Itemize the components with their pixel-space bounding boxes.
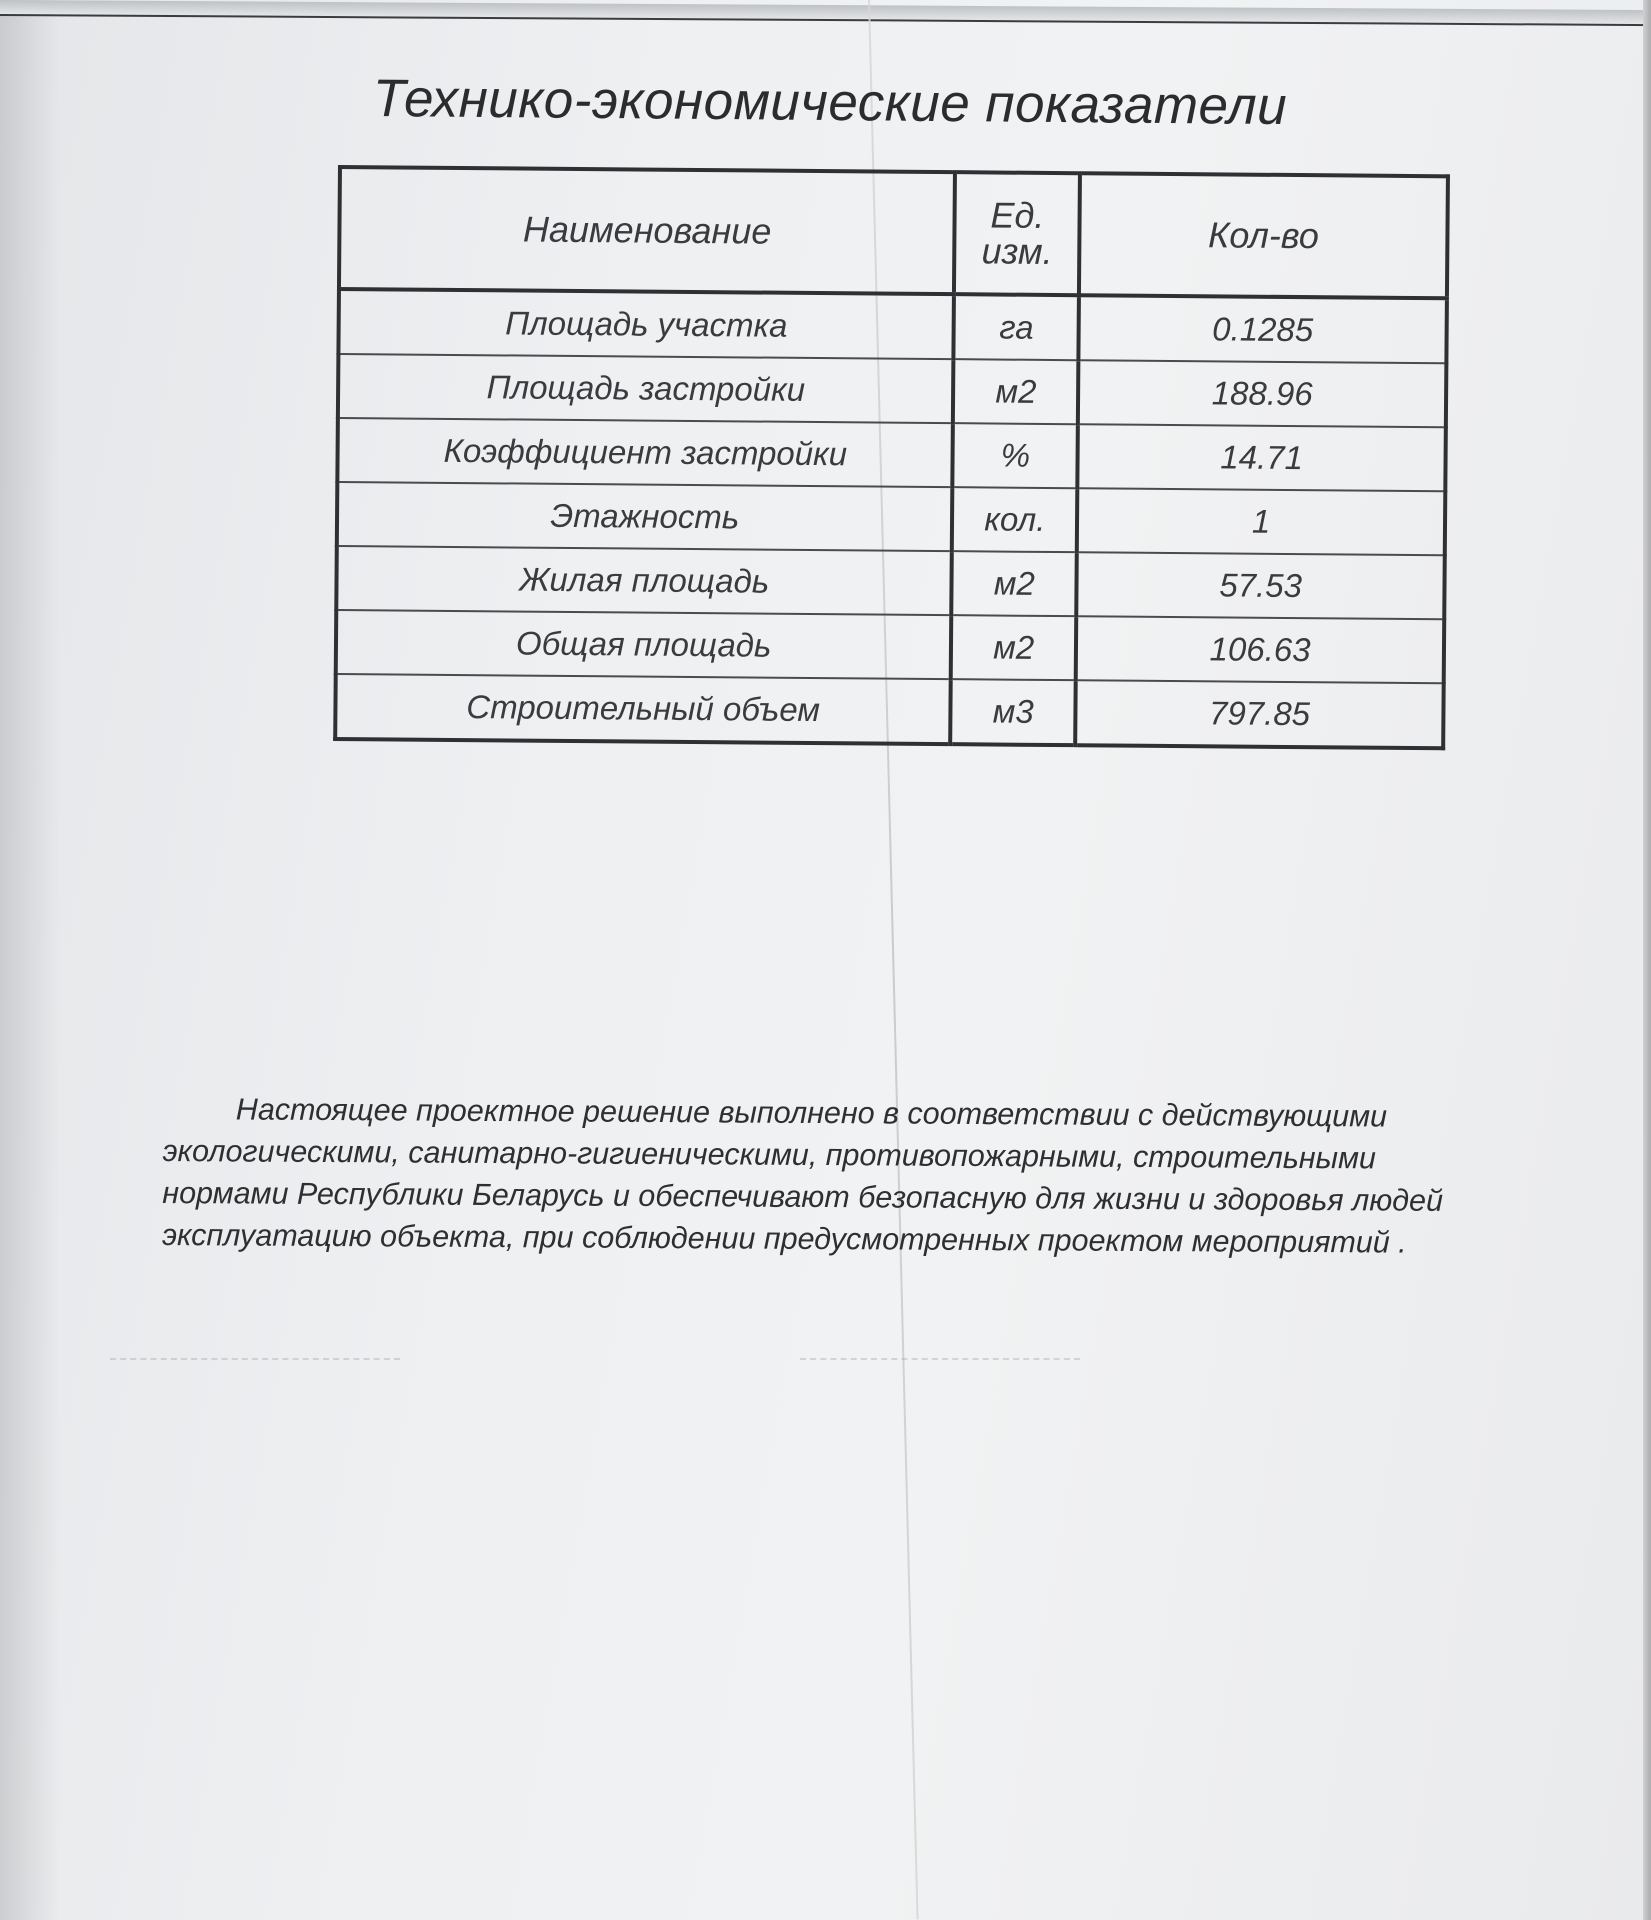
- table-row: [337, 418, 1445, 491]
- row-value: 0.1285: [1079, 295, 1447, 363]
- row-name: Строительный объем: [335, 674, 951, 744]
- paper-top-edge: [0, 0, 1651, 26]
- table-row: [337, 482, 1445, 555]
- document-title: Технико-экономические показатели: [372, 69, 1288, 136]
- header-unit-line1: Ед.: [990, 194, 1045, 236]
- notice-line: нормами Республики Беларусь и обеспечивают безопасную для жизни и здоровья людей: [162, 1175, 1444, 1218]
- table-row: [335, 674, 1444, 748]
- row-unit: м3: [951, 679, 1076, 745]
- row-name: Этажность: [337, 482, 953, 551]
- row-value: 188.96: [1078, 360, 1446, 427]
- faded-stamp-left: [110, 1318, 400, 1360]
- header-name: Наименование: [339, 167, 955, 294]
- row-name: Площадь участка: [338, 289, 954, 359]
- row-value: 1: [1077, 488, 1445, 555]
- header-quantity: Кол-во: [1079, 173, 1448, 298]
- table-header-row: [339, 167, 1448, 298]
- faded-stamp-right: [800, 1318, 1080, 1360]
- indicators-table-wrapper: [333, 165, 1450, 750]
- row-unit: га: [954, 294, 1079, 360]
- row-value: 57.53: [1076, 552, 1444, 619]
- compliance-notice: [162, 1088, 1643, 1265]
- header-unit-line2: изм.: [981, 230, 1053, 272]
- header-unit: [954, 172, 1080, 295]
- table-row: [338, 354, 1446, 427]
- table-row: [338, 289, 1447, 363]
- row-unit: м2: [952, 551, 1077, 616]
- row-unit: %: [953, 423, 1078, 488]
- row-value: 797.85: [1075, 680, 1443, 748]
- indicators-table: [333, 165, 1450, 750]
- table-row: [336, 610, 1444, 683]
- row-name: Площадь застройки: [338, 354, 954, 423]
- row-unit: м2: [951, 615, 1076, 680]
- row-value: 14.71: [1078, 424, 1446, 491]
- notice-line: экологическими, санитарно-гигиеническими, противопожарными, строительными: [162, 1133, 1377, 1176]
- paper-right-edge: [1643, 0, 1651, 1920]
- row-value: 106.63: [1076, 616, 1444, 683]
- row-name: Коэффициент застройки: [337, 418, 953, 487]
- notice-line: эксплуатацию объекта, при соблюдении предусмотренных проектом мероприятий .: [161, 1217, 1407, 1260]
- table-row: [336, 546, 1444, 619]
- row-name: Жилая площадь: [336, 546, 952, 615]
- row-name: Общая площадь: [336, 610, 952, 679]
- notice-line: Настоящее проектное решение выполнено в соответствии с действующими: [235, 1092, 1388, 1134]
- row-unit: кол.: [952, 487, 1077, 552]
- row-unit: м2: [953, 359, 1078, 424]
- paper-shadow: [0, 0, 60, 1920]
